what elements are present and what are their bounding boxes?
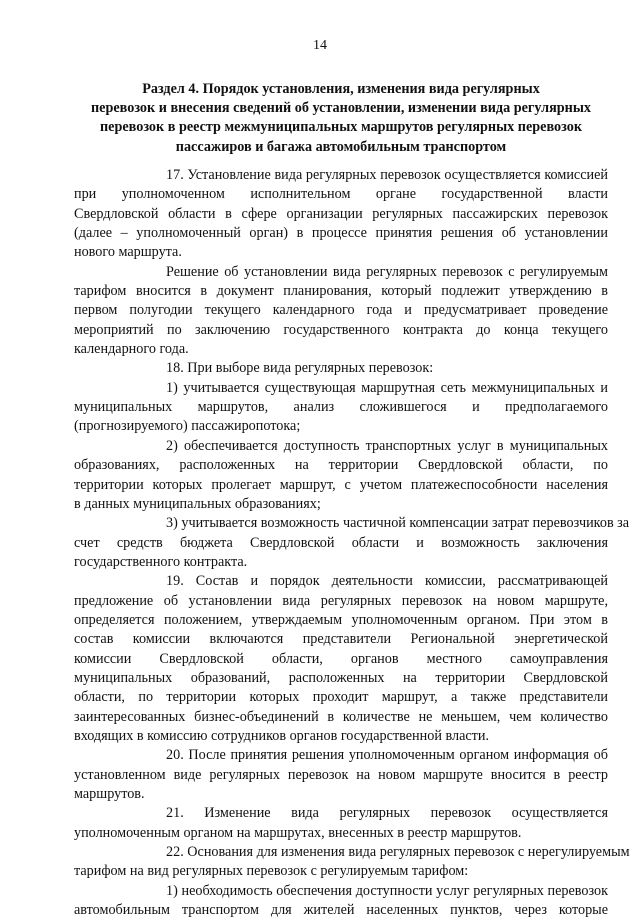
paragraph-line: 2) обеспечивается доступность транспортных услуг в муниципальных	[166, 437, 608, 454]
paragraph-line: тарифом на вид регулярных перевозок с регулируемым тарифом:	[74, 863, 469, 880]
paragraph-line: календарного года.	[74, 341, 189, 358]
paragraph-p18_2	[74, 437, 608, 514]
paragraph-line: нового маршрута.	[74, 244, 182, 261]
paragraph-p20	[74, 746, 608, 804]
paragraph-line: 1) необходимость обеспечения доступности услуг регулярных перевозок	[166, 882, 608, 899]
section-heading	[74, 80, 608, 157]
paragraph-line: 22. Основания для изменения вида регулярных перевозок с нерегулируемым	[166, 844, 630, 861]
paragraph-line: муниципальных образований, расположенных на территории Свердловской	[74, 669, 608, 686]
paragraph-line: маршрутов.	[74, 786, 145, 802]
heading-line: перевозок в реестр межмуниципальных маршрутов регулярных перевозок	[100, 119, 582, 136]
paragraph-line: заинтересованных бизнес-объединений в количестве не меньшем, чем количество	[74, 708, 608, 725]
paragraph-line: 17. Установление вида регулярных перевозок осуществляется комиссией	[166, 167, 608, 183]
paragraph-line: состав комиссии включаются представители Региональной энергетической	[74, 631, 608, 648]
paragraph-p17b	[74, 263, 608, 360]
paragraph-line: 20. После принятия решения уполномоченным органом информация об	[166, 747, 608, 764]
document-body	[74, 166, 630, 920]
paragraph-line: (далее – уполномоченный орган) в процессе принятия решения об установлении	[74, 225, 608, 242]
paragraph-p18	[74, 359, 608, 378]
paragraph-line: муниципальных маршрутов, анализ сложившегося и предполагаемого	[74, 399, 608, 416]
paragraph-p19	[74, 572, 608, 746]
paragraph-line: 18. При выборе вида регулярных перевозок:	[166, 360, 434, 377]
paragraph-line: первом полугодии текущего календарного года и предусматривает проведение	[74, 302, 608, 319]
paragraph-p18_1	[74, 379, 608, 437]
paragraph-line: 1) учитывается существующая маршрутная сеть межмуниципальных и	[166, 379, 608, 396]
heading-line: Раздел 4. Порядок установления, изменения вида регулярных	[142, 81, 540, 97]
paragraph-line: комиссии Свердловской области, органов местного самоуправления	[74, 650, 608, 667]
paragraph-p22	[74, 843, 630, 882]
paragraph-line: области, по территории которых проходит маршрут, а также представители	[74, 689, 608, 706]
paragraph-line: в данных муниципальных образованиях;	[74, 495, 321, 512]
paragraph-line: (прогнозируемого) пассажиропотока;	[74, 418, 301, 435]
heading-line: пассажиров и багажа автомобильным транспортом	[175, 138, 507, 155]
paragraph-line: Решение об установлении вида регулярных перевозок с регулируемым	[166, 263, 608, 280]
heading-line: перевозок и внесения сведений об установлении, изменении вида регулярных	[91, 100, 591, 117]
paragraph-line: Свердловской области в сфере организации регулярных пассажирских перевозок	[74, 205, 608, 222]
paragraph-line: предложение об установлении вида регулярных перевозок на новом маршруте,	[74, 592, 608, 609]
paragraph-line: 3) учитывается возможность частичной компенсации затрат перевозчиков за	[166, 515, 630, 532]
paragraph-line: установленном виде регулярных перевозок на новом маршруте вносится в реестр	[74, 766, 608, 783]
paragraph-p17	[74, 166, 608, 263]
paragraph-line: 19. Состав и порядок деятельности комиссии, рассматривающей	[166, 573, 608, 590]
paragraph-line: уполномоченным органом на маршрутах, внесенных в реестр маршрутов.	[74, 824, 522, 841]
paragraph-line: образованиях, расположенных на территории Свердловской области, по	[74, 457, 608, 474]
paragraph-p21	[74, 804, 608, 843]
paragraph-line: территории которых пролегает маршрут, с учетом платежеспособности населения	[74, 476, 608, 493]
paragraph-line: при уполномоченном исполнительном органе государственной власти	[74, 186, 608, 203]
paragraph-line: мероприятий по заключению государственного контракта до конца текущего	[74, 321, 608, 338]
paragraph-p18_3	[74, 514, 630, 572]
paragraph-line: входящих в комиссию сотрудников органов государственной власти.	[74, 727, 490, 744]
paragraph-line: автомобильным транспортом для жителей населенных пунктов, через которые	[74, 902, 608, 919]
paragraph-line: государственного контракта.	[74, 553, 248, 570]
paragraph-line: тарифом вносится в документ планирования, который подлежит утверждению в	[74, 283, 608, 300]
page-number: 14	[313, 38, 327, 53]
paragraph-p22_1	[74, 882, 608, 920]
paragraph-line: счет средств бюджета Свердловской области и возможность заключения	[74, 534, 608, 551]
paragraph-line: определяется положением, утверждаемым уполномоченным органом. При этом в	[74, 611, 608, 628]
paragraph-line: 21. Изменение вида регулярных перевозок осуществляется	[166, 805, 608, 822]
